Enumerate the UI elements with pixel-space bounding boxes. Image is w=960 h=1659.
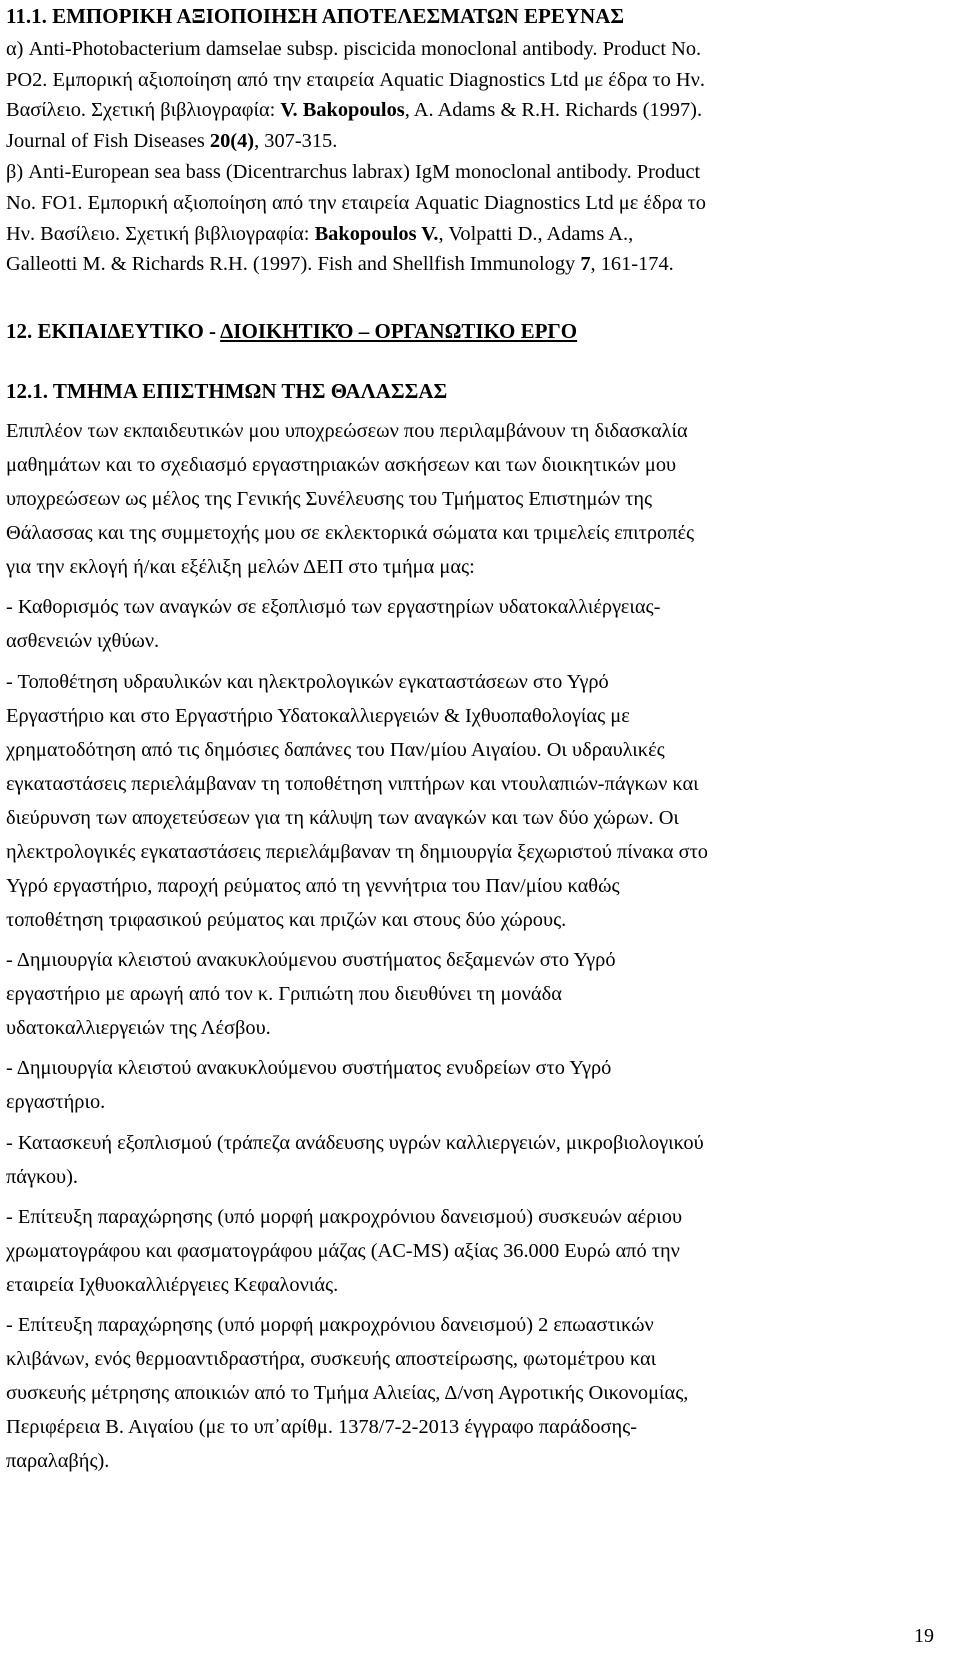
item-b-line-1: β) Anti-European sea bass (Dicentrarchus labrax) IgM monoclonal antibody. Product — [6, 161, 701, 183]
intro-line-4: Θάλασσας και της συμμετοχής μου σε εκλεκτορικά σώματα και τριμελείς επιτροπές — [6, 522, 695, 544]
item-a-line-2: PO2. Εμπορική αξιοποίηση από την εταιρεία Aquatic Diagnostics Ltd με έδρα το Ην. — [6, 69, 705, 91]
item-a-line-4: Journal of Fish Diseases 20(4), 307-315. — [6, 130, 338, 152]
bullet-2-line-2: Εργαστήριο και στο Εργαστήριο Υδατοκαλλιεργειών & Ιχθυοπαθολογίας με — [6, 705, 630, 727]
bullet-6-line-3: εταιρεία Ιχθυοκαλλιέργειες Κεφαλονιάς. — [6, 1274, 339, 1296]
bullet-5-line-1: - Κατασκευή εξοπλισμού (τράπεζα ανάδευσης υγρών καλλιεργειών, μικροβιολογικού — [6, 1132, 704, 1154]
bullet-2-line-3: χρηματοδότηση από τις δημόσιες δαπάνες του Παν/μίου Αιγαίου. Οι υδραυλικές — [6, 739, 665, 761]
item-a-volume: 20(4) — [209, 130, 255, 152]
item-b-line-3: Ην. Βασίλειο. Σχετική βιβλιογραφία: Bakopoulos V., Volpatti D., Adams A., — [6, 223, 634, 245]
bullet-3-line-3: υδατοκαλλιεργειών της Λέσβου. — [6, 1017, 271, 1039]
bullet-1-line-2: ασθενειών ιχθύων. — [6, 630, 160, 652]
bullet-2-line-5: διεύρυνση των αποχετεύσεων για τη κάλυψη των αναγκών και των δύο χώρων. Οι — [6, 807, 679, 829]
intro-line-5: για την εκλογή ή/και εξέλιξη μελών ΔΕΠ στο τμήμα μας: — [6, 556, 475, 578]
bullet-6-line-1: - Επίτευξη παραχώρησης (υπό μορφή μακροχρόνιου δανεισμού) συσκευών αέριου — [6, 1206, 683, 1228]
bullet-7-line-3: συσκευής μέτρησης αποικιών από το Τμήμα Αλιείας, Δ/νση Αγροτικής Οικονομίας, — [6, 1382, 689, 1404]
item-a-author: V. Bakopoulos — [280, 99, 405, 121]
item-b-line-2: No. FO1. Εμπορική αξιοποίηση από την εταιρεία Aquatic Diagnostics Ltd με έδρα το — [6, 192, 706, 214]
item-a-line-3: Βασίλειο. Σχετική βιβλιογραφία: V. Bakopoulos, A. Adams & R.H. Richards (1997). — [6, 99, 703, 121]
section-12-heading: 12. ΕΚΠΑΙΔΕΥΤΙΚΟ - ΔΙΟΙΚΗΤΙΚΌ – ΟΡΓΑΝΩΤΙΚΟ ΕΡΓΟ — [6, 319, 578, 343]
intro-line-1: Επιπλέον των εκπαιδευτικών μου υποχρεώσεων που περιλαμβάνουν τη διδασκαλία — [6, 420, 688, 442]
bullet-2-line-1: - Τοποθέτηση υδραυλικών και ηλεκτρολογικών εγκαταστάσεων στο Υγρό — [6, 671, 609, 693]
bullet-3-line-2: εργαστήριο με αρωγή από τον κ. Γριπιώτη που διευθύνει τη μονάδα — [6, 983, 562, 1005]
bullet-7-line-4: Περιφέρεια Β. Αιγαίου (με το υπ᾽αρίθμ. 1378/7-2-2013 έγγραφο παράδοσης- — [6, 1416, 637, 1438]
item-b-volume: 7 — [580, 253, 591, 275]
bullet-7-line-2: κλιβάνων, ενός θερμοαντιδραστήρα, συσκευής αποστείρωσης, φωτομέτρου και — [6, 1348, 657, 1370]
bullet-3-line-1: - Δημιουργία κλειστού ανακυκλούμενου συστήματος δεξαμενών στο Υγρό — [6, 949, 616, 971]
bullet-4-line-1: - Δημιουργία κλειστού ανακυκλούμενου συστήματος ενυδρείων στο Υγρό — [6, 1057, 612, 1079]
page-number: 19 — [914, 1625, 934, 1647]
item-a-line-1: α) Anti-Photobacterium damselae subsp. piscicida monoclonal antibody. Product No. — [6, 38, 702, 60]
bullet-5-line-2: πάγκου). — [6, 1166, 78, 1188]
bullet-2-line-4: εγκαταστάσεις περιελάμβαναν τη τοποθέτηση νιπτήρων και ντουλαπιών-πάγκων και — [6, 773, 699, 795]
bullet-7-line-1: - Επίτευξη παραχώρησης (υπό μορφή μακροχρόνιου δανεισμού) 2 επωαστικών — [6, 1314, 654, 1336]
intro-line-3: υποχρεώσεων ως μέλος της Γενικής Συνέλευσης του Τμήματος Επιστημών της — [6, 488, 653, 510]
bullet-2-line-8: τοποθέτηση τριφασικού ρεύματος και πριζών και στους δύο χώρους. — [6, 909, 567, 931]
bullet-2-line-7: Υγρό εργαστήριο, παροχή ρεύματος από τη γεννήτρια του Παν/μίου καθώς — [6, 875, 620, 897]
intro-line-2: μαθημάτων και το σχεδιασμό εργαστηριακών ασκήσεων και των διοικητικών μου — [6, 454, 677, 476]
section-11-1-heading: 11.1. ΕΜΠΟΡΙΚΗ ΑΞΙΟΠΟΙΗΣΗ ΑΠΟΤΕΛΕΣΜΑΤΩΝ ΕΡΕΥΝΑΣ — [6, 4, 625, 28]
item-b-line-4: Galleotti M. & Richards R.H. (1997). Fish and Shellfish Immunology 7, 161-174. — [6, 253, 674, 275]
bullet-7-line-5: παραλαβής). — [6, 1450, 110, 1472]
item-b-author: Bakopoulos V. — [314, 223, 439, 245]
bullet-1-line-1: - Καθορισμός των αναγκών σε εξοπλισμό των εργαστηρίων υδατοκαλλιέργειας- — [6, 596, 661, 618]
bullet-2-line-6: ηλεκτρολογικές εγκαταστάσεις περιελάμβαναν τη δημιουργία ξεχωριστού πίνακα στο — [6, 841, 708, 863]
section-12-1-heading: 12.1. ΤΜΗΜΑ ΕΠΙΣΤΗΜΩΝ ΤΗΣ ΘΑΛΑΣΣΑΣ — [6, 379, 448, 403]
bullet-6-line-2: χρωματογράφου και φασματογράφου μάζας (AC-MS) αξίας 36.000 Ευρώ από την — [6, 1240, 680, 1262]
bullet-4-line-2: εργαστήριο. — [6, 1091, 106, 1113]
